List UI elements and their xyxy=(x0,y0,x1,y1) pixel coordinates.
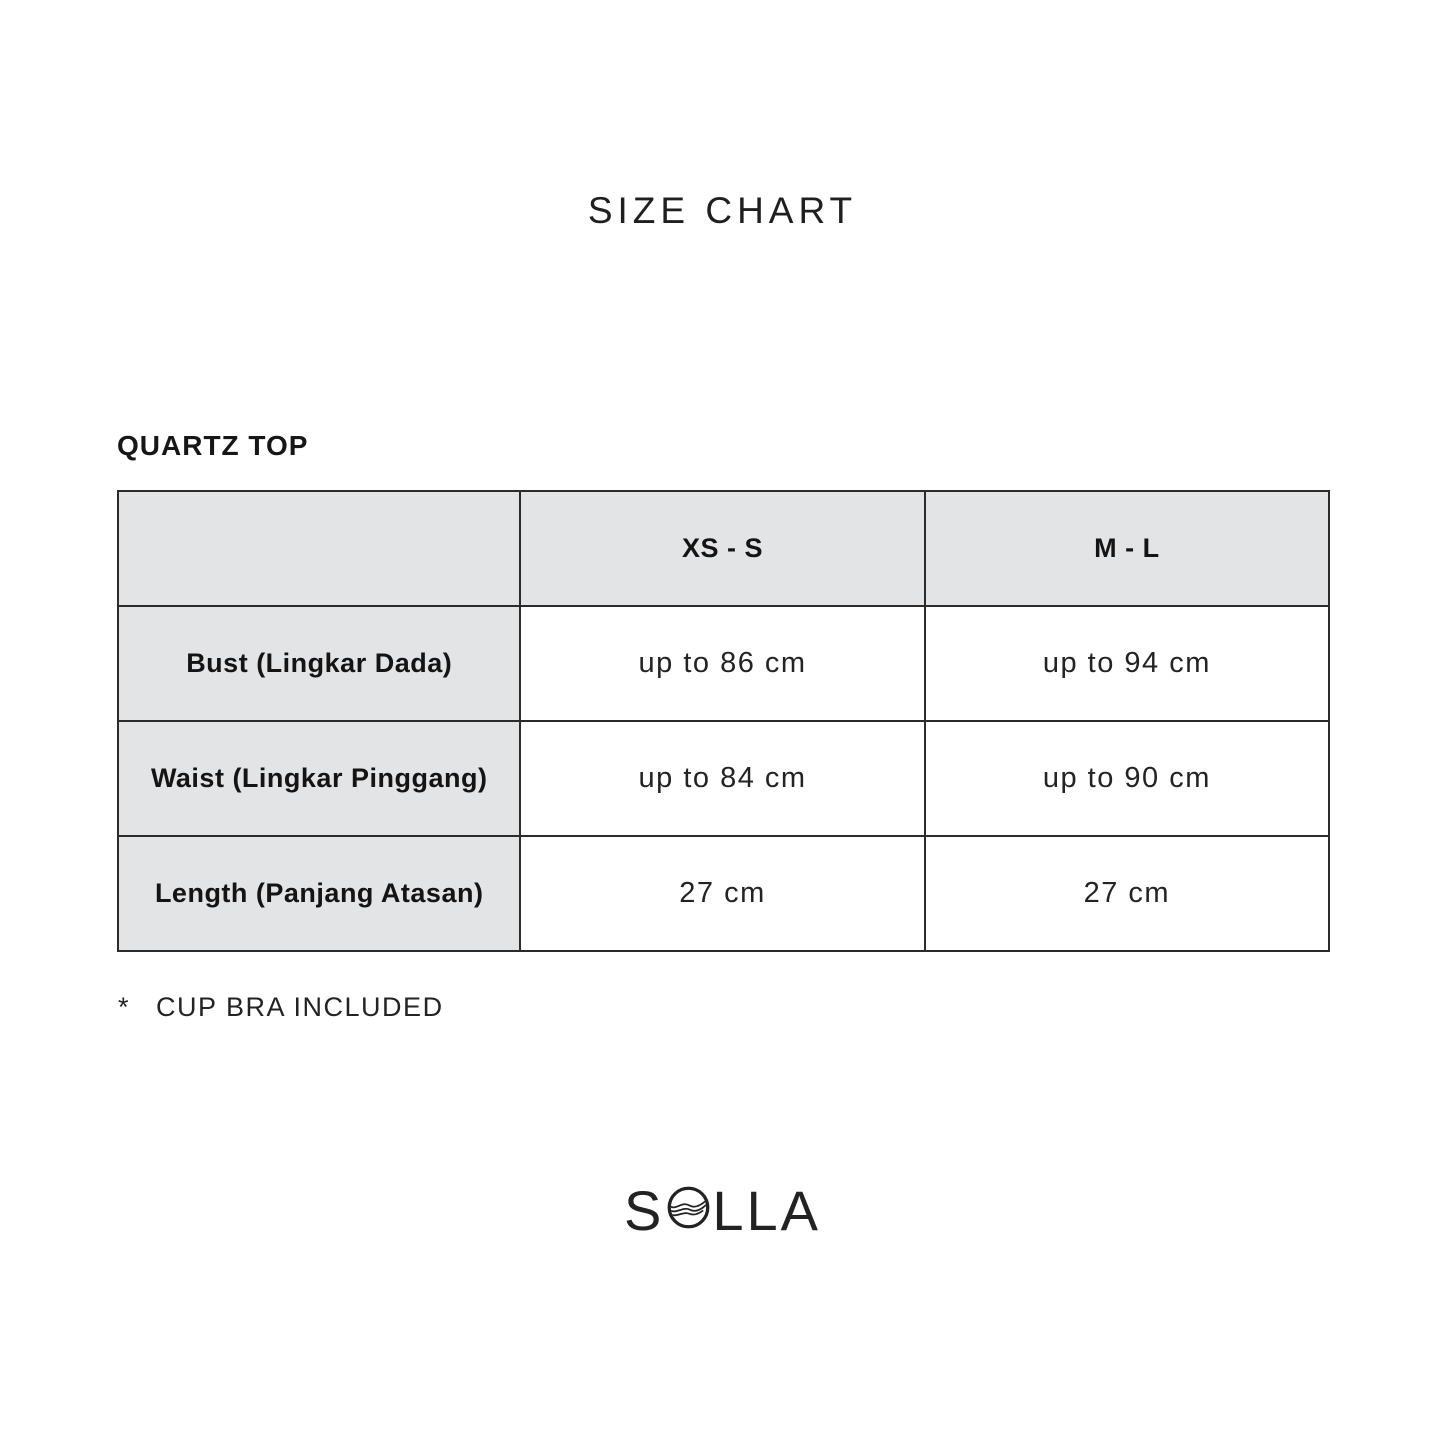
header-cell-size-m-l: M - L xyxy=(925,491,1329,606)
footnote-asterisk: * xyxy=(118,992,129,1022)
product-title: QUARTZ TOP xyxy=(117,430,309,461)
cell-length-xs-s: 27 cm xyxy=(520,836,924,951)
table-row-bust xyxy=(118,606,1329,721)
cell-waist-xs-s: up to 84 cm xyxy=(520,721,924,836)
header-cell-empty xyxy=(118,491,520,606)
cell-length-m-l: 27 cm xyxy=(925,836,1329,951)
wave-circle-o-icon xyxy=(664,1183,712,1229)
size-chart-table xyxy=(117,490,1330,952)
header-cell-size-xs-s: XS - S xyxy=(520,491,924,606)
brand-logo xyxy=(0,1179,1445,1242)
cell-bust-m-l: up to 94 cm xyxy=(925,606,1329,721)
table-row-waist xyxy=(118,721,1329,836)
brand-letters-before-o: S xyxy=(624,1179,665,1242)
row-label-length: Length (Panjang Atasan) xyxy=(118,836,520,951)
table-header-row xyxy=(118,491,1329,606)
brand-letters-after-o: LLA xyxy=(712,1179,821,1242)
row-label-waist: Waist (Lingkar Pinggang) xyxy=(118,721,520,836)
row-label-bust: Bust (Lingkar Dada) xyxy=(118,606,520,721)
page-title: SIZE CHART xyxy=(587,190,858,231)
table-row-length xyxy=(118,836,1329,951)
cell-bust-xs-s: up to 86 cm xyxy=(520,606,924,721)
footnote-text: CUP BRA INCLUDED xyxy=(156,992,444,1022)
footnote xyxy=(118,991,444,1023)
cell-waist-m-l: up to 90 cm xyxy=(925,721,1329,836)
